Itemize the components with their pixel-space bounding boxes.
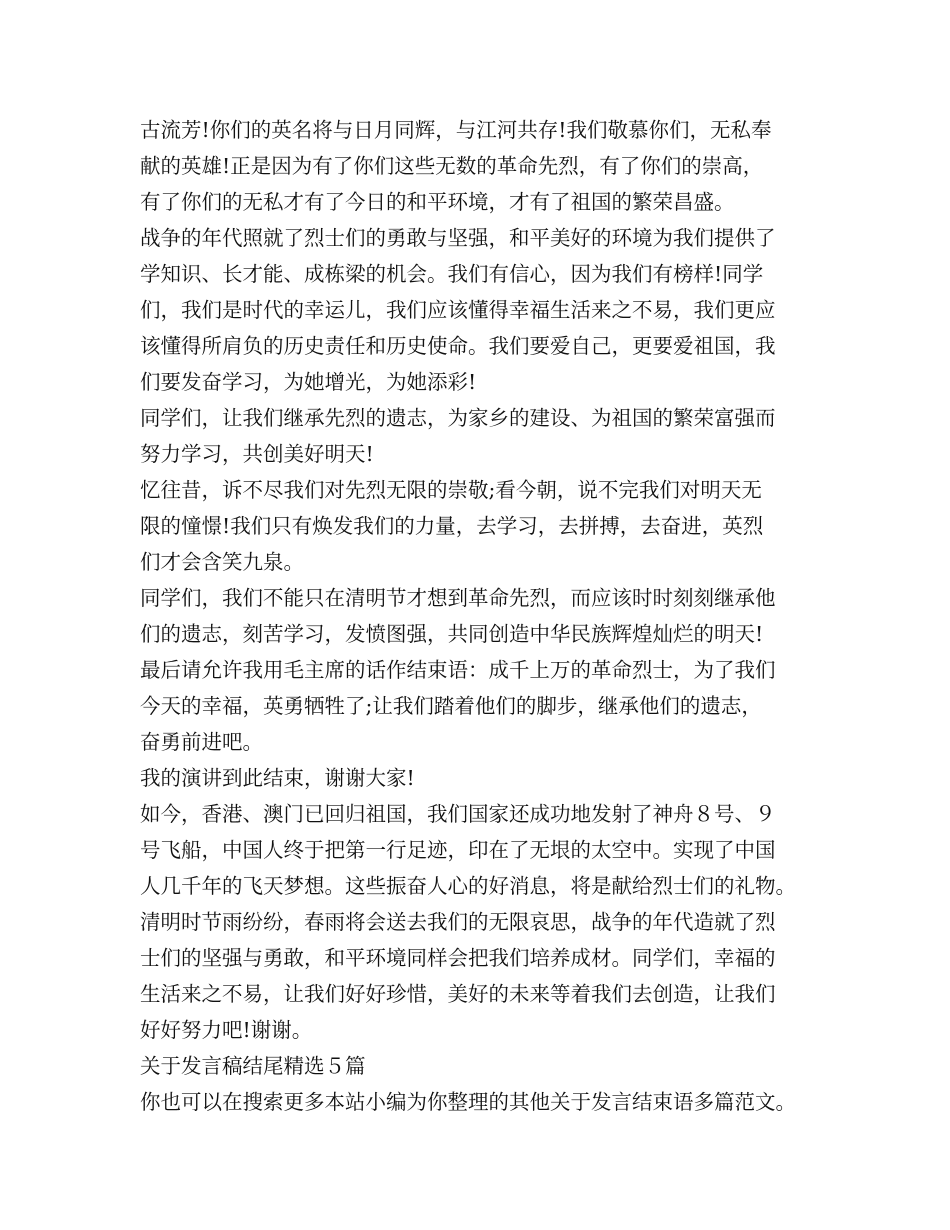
text-line: 最后请允许我用毛主席的话作结束语：成千上万的革命烈士，为了我们	[140, 658, 776, 682]
text-line: 献的英雄!正是因为有了你们这些无数的革命先烈，有了你们的崇高，	[140, 154, 764, 178]
text-line: 古流芳!你们的英名将与日月同辉，与江河共存!我们敬慕你们，无私奉	[140, 118, 772, 142]
text-line: 士们的坚强与勇敢，和平环境同样会把我们培养成材。同学们，幸福的	[140, 946, 776, 970]
text-line: 忆往昔，诉不尽我们对先烈无限的崇敬;看今朝，说不完我们对明天无	[140, 478, 762, 502]
text-line: 奋勇前进吧。	[140, 730, 263, 754]
text-line: 学知识、长才能、成栋梁的机会。我们有信心，因为我们有榜样!同学	[140, 262, 764, 286]
text-line: 努力学习，共创美好明天!	[140, 442, 374, 466]
text-line: 你也可以在搜索更多本站小编为你整理的其他关于发言结束语多篇范文。	[140, 1090, 796, 1114]
text-line: 该懂得所肩负的历史责任和历史使命。我们要爱自己，更要爱祖国，我	[140, 334, 776, 358]
text-line: 好好努力吧!谢谢。	[140, 1018, 313, 1042]
text-line: 今天的幸福，英勇牺牲了;让我们踏着他们的脚步，继承他们的遗志，	[140, 694, 762, 718]
text-line: 们才会含笑九泉。	[140, 550, 304, 574]
document-body	[140, 112, 830, 1120]
text-line: 限的憧憬!我们只有焕发我们的力量，去学习，去拼搏，去奋进，英烈	[140, 514, 764, 538]
text-line: 人几千年的飞天梦想。这些振奋人心的好消息，将是献给烈士们的礼物。	[140, 874, 796, 898]
text-line: 们，我们是时代的幸运儿，我们应该懂得幸福生活来之不易，我们更应	[140, 298, 776, 322]
text-line: 同学们，我们不能只在清明节才想到革命先烈，而应该时时刻刻继承他	[140, 586, 776, 610]
text-line: 们的遗志，刻苦学习，发愤图强，共同创造中华民族辉煌灿烂的明天!	[140, 622, 764, 646]
text-line: 生活来之不易，让我们好好珍惜，美好的未来等着我们去创造，让我们	[140, 982, 776, 1006]
text-line: 同学们，让我们继承先烈的遗志，为家乡的建设、为祖国的繁荣富强而	[140, 406, 776, 430]
text-line: 如今，香港、澳门已回归祖国，我们国家还成功地发射了神舟８号、９	[140, 802, 776, 826]
text-line: 号飞船，中国人终于把第一行足迹，印在了无垠的太空中。实现了中国	[140, 838, 776, 862]
text-line: 有了你们的无私才有了今日的和平环境，才有了祖国的繁荣昌盛。	[140, 190, 735, 214]
text-line: 战争的年代照就了烈士们的勇敢与坚强，和平美好的环境为我们提供了	[140, 226, 776, 250]
text-line: 我的演讲到此结束，谢谢大家!	[140, 766, 415, 790]
text-line: 清明时节雨纷纷，春雨将会送去我们的无限哀思，战争的年代造就了烈	[140, 910, 776, 934]
section-heading: 关于发言稿结尾精选５篇	[140, 1054, 366, 1078]
text-line: 们要发奋学习，为她增光，为她添彩!	[140, 370, 477, 394]
